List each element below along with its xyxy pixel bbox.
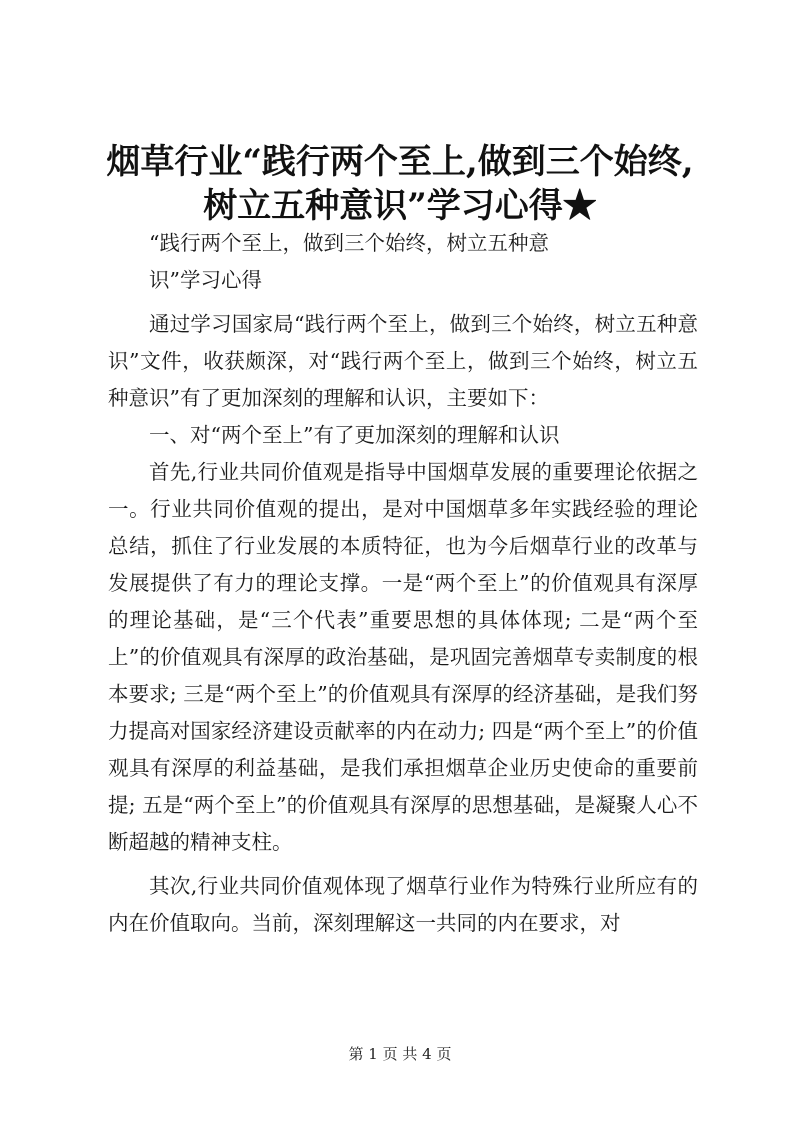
subtitle-line-2: 识”学习心得: [149, 268, 262, 292]
document-title: 烟草行业“践行两个至上,做到三个始终,树立五种意识”学习心得★: [106, 142, 694, 226]
section-heading: 一、对“两个至上”有了更加深刻的理解和认识: [149, 423, 560, 447]
body-paragraph-second: 其次,行业共同价值观体现了烟草行业作为特殊行业所应有的内在价值取向。当前，深刻理解这一共同的内在要求，对: [108, 874, 698, 935]
body-paragraph-first: 首先,行业共同价值观是指导中国烟草发展的重要理论依据之一。行业共同价值观的提出，是对中国烟草多年实践经验的理论总结，抓住了行业发展的本质特征，也为今后烟草行业的改革与发展提供了有力的理论支撑。一是“两个至上”的价值观具有深厚的理论基础，是“三个代表”重要思想的具体体现; 二是“两个至上”的价值观具有深厚的政治基础，是巩固完善烟草专卖制度的根本要求; 三是“两个至上”的价值观具有深厚的经济基础，是我们努力提高对国家经济建设贡献率的内在动力; 四是“两个至上”的价值观具有深厚的利益基础，是我们承担烟草企业历史使命的重要前提; 五是“两个至上”的价值观具有深厚的思想基础，是凝聚人心不断超越的精神支柱。: [108, 460, 698, 854]
intro-paragraph: 通过学习国家局“践行两个至上，做到三个始终，树立五种意识”文件，收获颇深，对“践行两个至上，做到三个始终，树立五种意识”有了更加深刻的理解和认识，主要如下：: [108, 312, 698, 410]
subtitle-line-1: “践行两个至上，做到三个始终，树立五种意: [149, 231, 549, 255]
page-number: 第 1 页 共 4 页: [348, 1045, 452, 1063]
document-body: [108, 225, 698, 942]
